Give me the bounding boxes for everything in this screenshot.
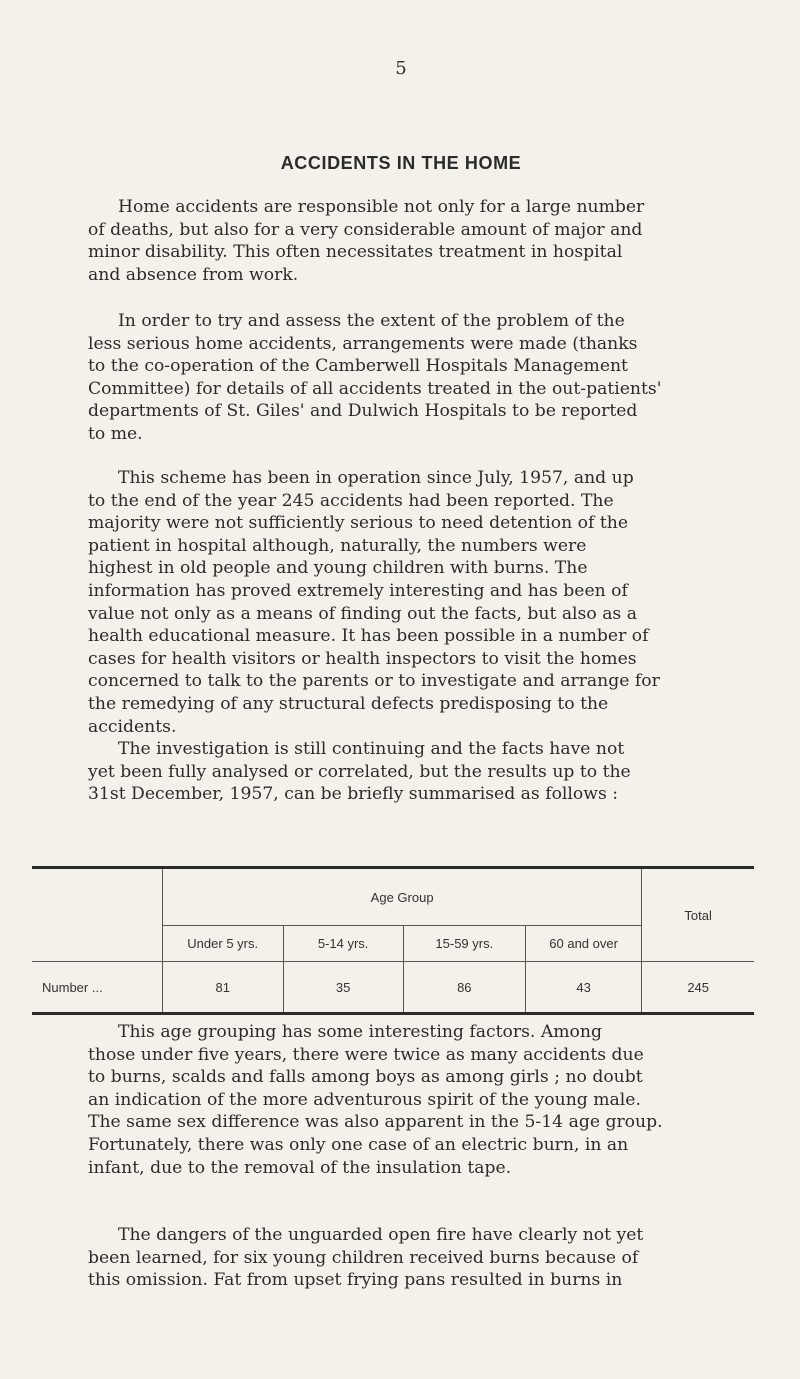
- text-line: to the co-operation of the Camberwell Hospitals Management: [88, 356, 628, 377]
- paragraph-2: [88, 310, 760, 446]
- text-line: and absence from work.: [88, 264, 299, 285]
- text-line: minor disability. This often necessitates treatment in hospital: [88, 242, 623, 263]
- text-line: value not only as a means of finding out the facts, but also as a: [88, 603, 637, 624]
- text-line: This scheme has been in operation since July, 1957, and up: [118, 468, 634, 488]
- total-cell: 245: [642, 962, 754, 1014]
- text-line: The dangers of the unguarded open fire have clearly not yet: [118, 1225, 644, 1245]
- paragraph-3: [88, 467, 760, 738]
- text-line: the remedying of any structural defects predisposing to the: [88, 693, 609, 714]
- text-line: Committee) for details of all accidents treated in the out-patients': [88, 378, 662, 399]
- text-line: 31st December, 1957, can be briefly summarised as follows :: [88, 784, 619, 805]
- text-line: to me.: [88, 423, 143, 444]
- paragraph-1: [88, 196, 760, 286]
- text-line: those under five years, there were twice as many accidents due: [88, 1044, 644, 1065]
- table-cell: 35: [283, 962, 403, 1014]
- table-corner-cell: [32, 868, 162, 962]
- text-line: an indication of the more adventurous spirit of the young male.: [88, 1089, 641, 1110]
- text-line: Fortunately, there was only one case of an electric burn, in an: [88, 1134, 629, 1155]
- text-line: This age grouping has some interesting factors. Among: [118, 1022, 602, 1042]
- age-group-header: Age Group: [162, 868, 641, 926]
- text-line: departments of St. Giles' and Dulwich Hospitals to be reported: [88, 401, 638, 422]
- paragraph-5: [88, 1021, 760, 1179]
- text-line: health educational measure. It has been possible in a number of: [88, 626, 649, 647]
- text-line: to the end of the year 245 accidents had been reported. The: [88, 490, 614, 511]
- paragraph-6: [88, 1224, 760, 1292]
- page-number: 5: [395, 58, 407, 79]
- text-line: to burns, scalds and falls among boys as among girls ; no doubt: [88, 1067, 643, 1088]
- total-header: Total: [642, 868, 754, 962]
- text-line: been learned, for six young children received burns because of: [88, 1247, 639, 1268]
- text-line: infant, due to the removal of the insulation tape.: [88, 1157, 512, 1178]
- table-row: [32, 962, 754, 1014]
- section-heading: ACCIDENTS IN THE HOME: [280, 153, 522, 173]
- column-header: 15-59 yrs.: [403, 926, 525, 962]
- text-line: less serious home accidents, arrangements were made (thanks: [88, 333, 638, 354]
- table-cell: 81: [162, 962, 283, 1014]
- text-line: patient in hospital although, naturally, the numbers were: [88, 535, 587, 556]
- age-group-table: [32, 866, 754, 1015]
- paragraph-4: [88, 738, 760, 806]
- row-label: Number ...: [32, 962, 162, 1014]
- table-cell: 43: [525, 962, 641, 1014]
- text-line: cases for health visitors or health inspectors to visit the homes: [88, 648, 637, 669]
- table-cell: 86: [403, 962, 525, 1014]
- column-header: 60 and over: [525, 926, 641, 962]
- table-header-row: [32, 868, 754, 926]
- text-line: Home accidents are responsible not only for a large number: [118, 197, 645, 217]
- column-header: 5-14 yrs.: [283, 926, 403, 962]
- text-line: information has proved extremely interesting and has been of: [88, 580, 628, 601]
- text-line: highest in old people and young children with burns. The: [88, 558, 588, 579]
- text-line: this omission. Fat from upset frying pans resulted in burns in: [88, 1270, 623, 1291]
- column-header: Under 5 yrs.: [162, 926, 283, 962]
- text-line: yet been fully analysed or correlated, but the results up to the: [88, 761, 631, 782]
- text-line: accidents.: [88, 716, 177, 737]
- text-line: The same sex difference was also apparent in the 5-14 age group.: [88, 1112, 663, 1133]
- text-line: concerned to talk to the parents or to investigate and arrange for: [88, 671, 660, 692]
- text-line: majority were not sufficiently serious to need detention of the: [88, 513, 629, 534]
- text-line: The investigation is still continuing and the facts have not: [118, 739, 625, 759]
- age-group-table-wrap: [32, 866, 754, 1015]
- text-line: In order to try and assess the extent of the problem of the: [118, 311, 625, 331]
- text-line: of deaths, but also for a very considerable amount of major and: [88, 219, 643, 240]
